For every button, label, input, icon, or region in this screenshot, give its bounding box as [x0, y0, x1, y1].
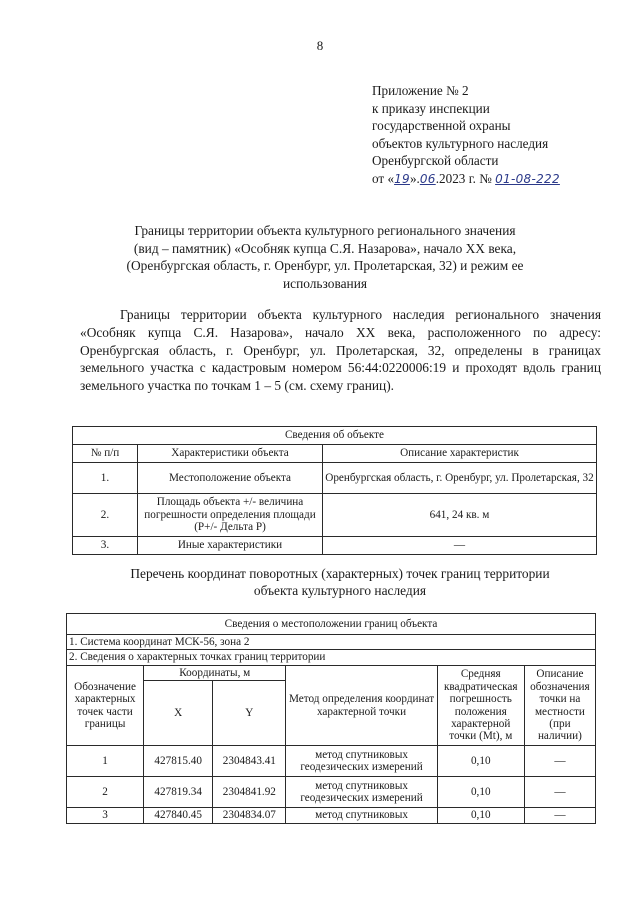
appendix-line: к приказу инспекции	[372, 100, 490, 116]
coordinates-table	[66, 613, 596, 824]
coordinates-heading	[80, 565, 600, 600]
title-line: (Оренбургская область, г. Оренбург, ул. Пролетарская, 32) и режим ее	[126, 258, 524, 274]
appendix-line: Оренбургской области	[372, 153, 499, 169]
title-line: (вид – памятник) «Особняк купца С.Я. Назарова», начало XX века,	[133, 240, 517, 256]
column-header: Характеристики объекта	[138, 445, 323, 463]
table-caption: Сведения об объекте	[73, 427, 597, 445]
document-title	[90, 222, 560, 292]
handwritten-month: 06	[419, 171, 436, 186]
row-characteristic: Местоположение объекта	[138, 463, 323, 494]
column-header: X	[144, 681, 213, 746]
method: метод спутниковых геодезических измерений	[286, 777, 437, 808]
object-info-table	[72, 426, 597, 555]
point-number: 2	[67, 777, 144, 808]
column-header: Средняя квадратическая погрешность положения характерной точки (Mt), м	[437, 665, 524, 745]
method: метод спутниковых геодезических измерений	[286, 746, 437, 777]
coordinate-system: 1. Система координат МСК-56, зона 2	[67, 635, 596, 650]
row-number: 2.	[73, 494, 138, 537]
handwritten-number: 01-08-222	[495, 171, 560, 186]
error: 0,10	[437, 746, 524, 777]
appendix-block	[372, 82, 632, 189]
points-info: 2. Сведения о характерных точках границ территории	[67, 650, 596, 665]
column-header: Обозначение характерных точек части границы	[67, 665, 144, 745]
table-row	[73, 494, 597, 537]
table-caption: Сведения о местоположении границ объекта	[67, 614, 596, 635]
appendix-line: объектов культурного наследия	[372, 135, 549, 151]
point-number: 1	[67, 746, 144, 777]
column-header: Координаты, м	[144, 665, 286, 680]
handwritten-day: 19	[394, 171, 410, 186]
row-number: 1.	[73, 463, 138, 494]
column-header: № п/п	[73, 445, 138, 463]
row-characteristic: Площадь объекта +/- величина погрешности определения площади (Р+/- Дельта Р)	[138, 494, 323, 537]
method: метод спутниковых	[286, 808, 437, 823]
coord-x: 427815.40	[144, 746, 213, 777]
heading-line: объекта культурного наследия	[253, 583, 427, 599]
row-characteristic: Иные характеристики	[138, 537, 323, 555]
appendix-line: Приложение № 2	[372, 83, 469, 98]
heading-line: Перечень координат поворотных (характерных) точек границ территории	[130, 566, 550, 581]
date-mid: .2023 г. №	[435, 170, 492, 186]
column-header: Описание обозначения точки на местности (при наличии)	[524, 665, 595, 745]
row-description: Оренбургская область, г. Оренбург, ул. Пролетарская, 32	[323, 463, 597, 494]
point-number: 3	[67, 808, 144, 823]
error: 0,10	[437, 777, 524, 808]
error: 0,10	[437, 808, 524, 823]
page-number: 8	[316, 38, 324, 53]
point-description: —	[524, 777, 595, 808]
title-line: использования	[282, 275, 368, 291]
row-description: 641, 24 кв. м	[323, 494, 597, 537]
paragraph-text: Границы территории объекта культурного наследия регионального значения «Особняк купца С.Я. Назарова», начало XX века, расположенного по адресу: Оренбургская область, г. Оренбург, ул. Пролетарская, 32, определены в границах земельного участка с кадастровым номером 56:44:0220006:19 и проходят вдоль границ земельного участка по точкам 1 – 5 (см. схему границ).	[80, 307, 601, 394]
column-header: Метод определения координат характерной точки	[286, 665, 437, 745]
coord-y: 2304834.07	[213, 808, 286, 823]
row-number: 3.	[73, 537, 138, 555]
table-row	[67, 808, 596, 823]
coord-y: 2304841.92	[213, 777, 286, 808]
table-row	[73, 463, 597, 494]
appendix-date-line	[372, 170, 632, 189]
date-prefix: от «	[372, 170, 395, 186]
table-row	[67, 777, 596, 808]
coord-x: 427819.34	[144, 777, 213, 808]
coord-x: 427840.45	[144, 808, 213, 823]
table-row	[73, 537, 597, 555]
appendix-line: государственной охраны	[372, 118, 511, 134]
coord-y: 2304843.41	[213, 746, 286, 777]
title-line: Границы территории объекта культурного регионального значения	[134, 223, 516, 238]
point-description: —	[524, 746, 595, 777]
description-paragraph	[80, 306, 601, 395]
point-description: —	[524, 808, 595, 823]
column-header: Описание характеристик	[323, 445, 597, 463]
column-header: Y	[213, 681, 286, 746]
row-description: —	[323, 537, 597, 555]
date-mid: ».	[409, 170, 420, 186]
table-row	[67, 746, 596, 777]
